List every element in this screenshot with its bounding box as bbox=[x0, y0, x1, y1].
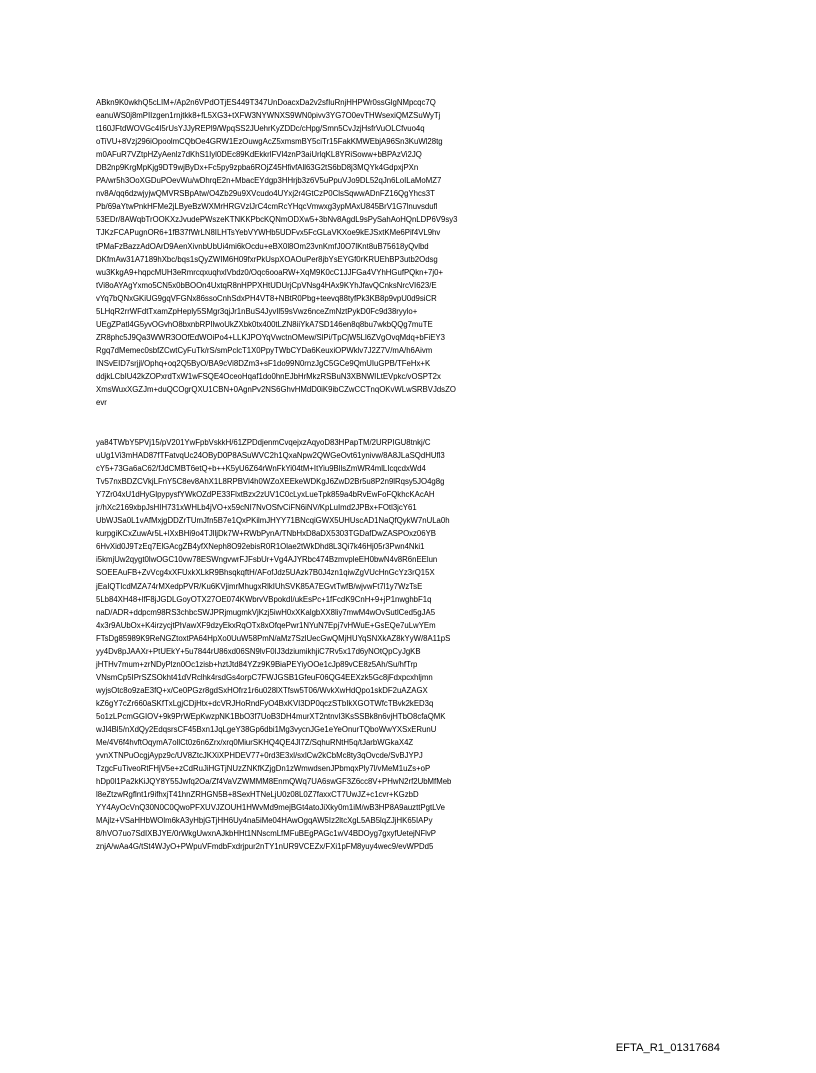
text-line: TzgcFuTiveoRtFHjV5e+zCdRuJiHGTjNUzZNKfKZjgDn1zWmwdsenJPbmqxPly7l/vMeM1uZs+oP bbox=[96, 764, 431, 774]
text-line: Rgq7dMemec0sbfZCwtCyFuTk/rS/smPclcT1X0PpyTWbCYDa6KeuxiOPWklv7J2Z7V/mA/h6Aivm bbox=[96, 345, 433, 355]
document-id: EFTA_R1_01317684 bbox=[615, 1042, 720, 1054]
text-line: 5o1zLPcmGGIOV+9k9PrWEpKwzpNK1BbO3f7UoB3DH4murXT2ntnvI3KsSSBk8n6vjHTbO8cfaQMK bbox=[96, 711, 446, 721]
text-line: tVi8oAYAgYxmo5CN5x0bBOOn4UxtqR8nHPPXHtUDUrjCpVNsg4HAx9KYhJfavQCnksNrcVI623/E bbox=[96, 280, 437, 290]
text-line: INSvEID7srjjl/Ophq+oq2Q5ByO/BA9cVi8DZm3+sF1do99N0rnzJgC5GCe9QmUIuGPB/TFeHx+K bbox=[96, 358, 431, 368]
text-line: oTiVU+8Vzj296iOpoolmCQbOe4GRW1EzOuwgAcZ5xmsmBY5ciTr15FakKMWEbjA96Sn3KuWl28tg bbox=[96, 137, 443, 147]
text-line: cY5+73Ga6aC62/fJdCMBT6etQ+b++K5yU6Z64rWnFkYi04tM+ItYiu9BllsZmWR4mlLIcqcdxWd4 bbox=[96, 464, 426, 474]
text-line: FTsDg85989K9ReNGZtoxtPA64HpXo0UuW58PmN/aMz7SzlUecGwQMjHUYqSNXkAZ8kYyW/8A11pS bbox=[96, 633, 451, 643]
text-line: ddjkLCbIU42kZOPxrdTxW1wFSQE4OceoHqaf1do0hnEJbHrMkzRSBuN3XBNWILtEVpkc/vOSPT2x bbox=[96, 371, 441, 381]
text-line: 53EDr/8AWqbTrOOKXzJvudePWszeKTNKKPbcKQNmODXw5+3bNv8AgdL9sPySahAoHQnLDP6V9sy3 bbox=[96, 215, 458, 225]
text-line: kurpgiKCxZuwAr5L+lXxBHi9o4TJlljDk7W+RWbPynA/TNbHxD8aDX5303TGDafDwZASPOxz06YB bbox=[96, 529, 437, 539]
encoded-text-block bbox=[96, 96, 756, 409]
text-line: i5kmjUw2qygt0lwOGC10vw78ESWngvwrFJFsbUr+Vg4AJYRbc474BzmvpleEH0bwN4v8R6nEElun bbox=[96, 555, 438, 565]
text-line: hDp0l1Pa2kKiJQY8Y55Jwfq2Oa/Zf4VaVZWMMM8EnmQWq7UA6swGF3Z6cc8V+PHwN2rf2UbMfMeb bbox=[96, 777, 452, 787]
text-line: wu3KkgA9+hqpcMUH3eRmrcqxuqhxlVbdz0/Oqc6ooaRW+XqM9K0cC1JJFGa4VYhHGufPQkn+7j0+ bbox=[96, 267, 443, 277]
text-line: PA/wr5h3OoXGDuPOevWu/wDhrqE2n+MbacEYdgp3HHrjb3z6V5uPpuVJo9DL52qJn6LoILaMoMZ7 bbox=[96, 176, 442, 186]
text-line: t160JFtdWOVGc4I5rUsYJJyREPl9/WpqSS2JUehrKyZDDc/cHpg/Smn5CvJzjHsfrVuOLCfvuo4q bbox=[96, 124, 425, 134]
text-line: Pb/69aYtwPnkHFMe2jLByeBzWXMrHRGVzlJrC4cmRcYHqcVmwxg3ypMAxU845BrV1G7lnuvsdufl bbox=[96, 202, 438, 212]
text-line: tPMaFzBazzAdOArD9AenXivnbUbUi4mi6kOcdu+eBX0l8Om23vnKmfJ0O7lKnt8uB75618yQvlbd bbox=[96, 241, 429, 251]
text-line: vYq7bQNxGKiUG9gqVFGNx86ssoCnhSdxPH4VT8+NBtR0Pbg+teevq88tyfPk3KB8p9vpU0d9siCR bbox=[96, 293, 437, 303]
text-line: YY4AyOcVnQ30N0C0QwoPFXUVJZOUH1HWvMd9mejBGt4atoJiXky0m1iM/wB3HP8A9auzttPgtLVe bbox=[96, 803, 445, 813]
text-line: VNsmCp5IPrSZSOkht41dVRclhk4rsdGs4orpC7FWJGSB1GfeuF06QG4EEXzk5Gc8jFdxpcxhljmn bbox=[96, 672, 433, 682]
text-line: kZ6gY7cZr660aSKfTxLgjCDjHtx+dcVRJHoRndFyO4BxKVI3DP0qczSTbIkXGOTWfcTBvk2kED3q bbox=[96, 698, 434, 708]
text-line: 5Lb84XH48+lfF8jJGDLGoyOTX27OE074KWbrvVBpokdI/ukEsPc+1fFcdK9CnH+9+jP1nwghbF1q bbox=[96, 594, 432, 604]
text-line: znjA/wAa4G/tSt4WJyO+PWpuVFmdbFxdrjpur2nTY1nUR9VCEZx/FXi1pFM8yuy4wec9/evWPDd5 bbox=[96, 842, 434, 852]
text-line: ya84TWbY5PVj15/pV201YwFpbVskkH/61ZPDdjenmCvqejxzAqyoD83HPapTM/2URPIGU8tnkj/C bbox=[96, 438, 431, 447]
text-line: ZR8phc5J9Qa3WWR3OOfEdWOiPo4+LLKJPOYqVwctnOMew/SlPi/TpCjW5Ll6ZVgOvqMdq+bFiEY3 bbox=[96, 332, 445, 342]
text-line: jHTHv7mum+zrNDyPlzn0Oc1zisb+hztJtd84YZz9K9BiaPEYiyOOe1cJp89vCE8z5Ah/Su/hfTrp bbox=[96, 659, 418, 669]
text-line: naD/ADR+ddpcm98RS3chbcSWJPRjmugmkVjKzj5iwH0xXKalgbXX8liy7mwM4wOvSutlCed5gJA5 bbox=[96, 607, 436, 617]
text-line: Tv57nxBDZCVkjLFnY5C8ev8AhX1L8RPBVl4h0WZoXEEkeWDKgJ6ZwD2Br5u8P2n9lRqsy5JO4g8g bbox=[96, 477, 445, 487]
text-line: SOEEAuFB+ZvVcg4xXFUxkXLkR9BhsqkqftH/AFofJdz5UAzk7B0J4zn1qiwZgVUcHnGcYz3rQ15X bbox=[96, 568, 435, 578]
text-line: l8eZtzwRgflnt1r9ifhxjT41hnZRHGN5B+8SexHTNeLjU0z08L0Z7faxxCT7UwJZ+c1cvr+KGzbD bbox=[96, 790, 419, 800]
text-line: 4x3r9AUbOx+K4irzycjtPh/awXF9dzyEkxRqOTx8xOfqePwr1NYuN7Epj7vHWuE+GsEQe7uLwYEm bbox=[96, 620, 436, 630]
text-line: DB2np9KrgMpKjg9DT9wjByDx+Fc5py9zpba6ROjZ45HfivfAll63G2tS6bD8j3MQYk4GdpxjPXn bbox=[96, 163, 419, 173]
text-line: UEgZPatl4G5yvOGvhO8bxnbRPIlwoUkZXbk0tx400tLZN8iiYkA7SD146en8q8bu7wkbQQg7muTE bbox=[96, 319, 433, 329]
text-line: yy4Dv8pJAAXr+PtUEkY+5u7844rU86xd06SN9lvF0IJ3dziumikhjiC7Rv5x17d6yNOtQpCyJgKB bbox=[96, 646, 421, 656]
text-line: TJKzFCAPugnOR6+1fB37fWrLN8ILHTsYebVYWHb5UDFvx5FcGLaVKXoe9kEJSxtKMe6Pif4VL9hv bbox=[96, 228, 441, 238]
text-line: 6HvXid0J9TzEq7ElGAcgZB4yfXNeph8O92ebisR0R1Olae2tWkDhd8L3Qi7k46Hj05r3Pwn4Nki1 bbox=[96, 542, 425, 552]
text-line: DKfmAw31A7189hXbc/bqs1sQyZWIM6H09fxrPkUspXOAOuPer8jbYsEYGf0rKRUEhBP3utb2Odsg bbox=[96, 254, 438, 264]
text-line: uUg1Vi3mHAD87fTFatvqUc24OByD0P8ASuWVC2h1QxaNpw2QWGeOvt61ynivw/8A8JLaSQdHUfl3 bbox=[96, 451, 445, 461]
text-line: nv8A/qq6dzwjyjwQMVRSBpAtw/O4Zb29u9XVcudo4UYxj2r4GtCzP0ClsSqwwADnFZ16QgYhcs3T bbox=[96, 189, 435, 199]
text-line: wyjsOtc8o9zaE3fQ+x/Ce0PGzr8gdSxHOfrz1r6u028lXTfsw5T06/WvkXwHdQpo1skDF2uAZAGX bbox=[96, 685, 428, 695]
text-line: wJl4Bl5/nXdQy2EdqsrsCF45Bxn1JqLgeY38Gp6dbi1Mg3vycnJGe1eYeOnurTQboWwYXSxERunU bbox=[96, 725, 437, 735]
text-line: Y7Zr04xU1dHyGlpypysfYWkOZdPE33FlxtBzx2zUV1C0cLyxLueTpk859a4bRvEwFoFQkhcKAcAH bbox=[96, 490, 435, 500]
text-line: evr bbox=[96, 398, 107, 408]
text-line: XmsWuxXGZJm+duQCOgrQXU1CBN+0AgnPv2NS6GhvHMdD0iK9ibCZwCCTnqOKvWLwSRBVJdsZO bbox=[96, 385, 456, 395]
text-line: 8/hVO7uo7SdIXBJYE/0rWkgUwxnAJkbHHt1NNscmLfMFuBEgPAGc1wV4BDOyg7gxyfUetejNFlvP bbox=[96, 829, 437, 839]
text-line: jr/hXc2169xbpJsHIH731xWHLb4jVO+x59cNI7NvOSfvCiFN6iNV/KpLuImd2JPBx+FOtl3jcY61 bbox=[96, 503, 417, 513]
text-line: yvnXTNPuOcgjAypz9c/UV8ZtcJKXiXPHDEV77+0rd3E3xl/sxlCw2kCbMc8ty3qOvcde/SvBJYPJ bbox=[96, 751, 423, 761]
text-line: m0AFuR7VZtpHZyAenlz7dKhS1Iyl0DEc89KdEkkrlFVl4znP3aiUrlqKL8YRiSoww+bBPAzVi2JQ bbox=[96, 150, 422, 160]
text-line: Me/4V6f4hvftOqymA7ollCt0z6n6Zrx/xrq0MiurSKHQ4QE4Jl7Z/SqhuRNtH5q/tJarbWGkaX4Z bbox=[96, 738, 414, 748]
text-line: MAjlz+VSaHHbWOlm6kA3yHbjGTjHH6Uy4na5iMe04HAwOgqAW5Iz2ltcXgL5AB5lqZJjHK65IAPy bbox=[96, 816, 433, 826]
text-line: 5LHqR2rrWFdtTxamZpHeply5SMgr3qjJr1nBuS4JyvIl59sVwz6nceZmNztPykD0Fc9d38ryylo+ bbox=[96, 306, 418, 316]
text-line: UbWJSa0L1vAfMxjgDDZrTUmJfn5B7e1QxPKilmJHYY71BNcqiGWX5UHUscAD1NaQfQykW7nULa0h bbox=[96, 516, 450, 526]
text-line: jEaIQTIcdMZA74rMXedpPVR/Ku6KVjimrMhugxRlkIUhSVK85A7EGvtTwfB/wjvwFt7l1y7WzTsE bbox=[96, 581, 423, 591]
text-line: eanuWS0j8mPIIzgen1rnjtkk8+fL5XG3+tXFW3NYWNXS9WN0pivv3YG7O0evTHWsexiQMZSuWyTj bbox=[96, 111, 441, 121]
encoded-text-block bbox=[96, 436, 756, 854]
text-line: ABkn9K0wkhQ5cLIM+/Ap2n6VPdOTjES449T347UnDoacxDa2v2sfIuRnjHHPWr0ssGlgNMpcqc7Q bbox=[96, 98, 436, 107]
